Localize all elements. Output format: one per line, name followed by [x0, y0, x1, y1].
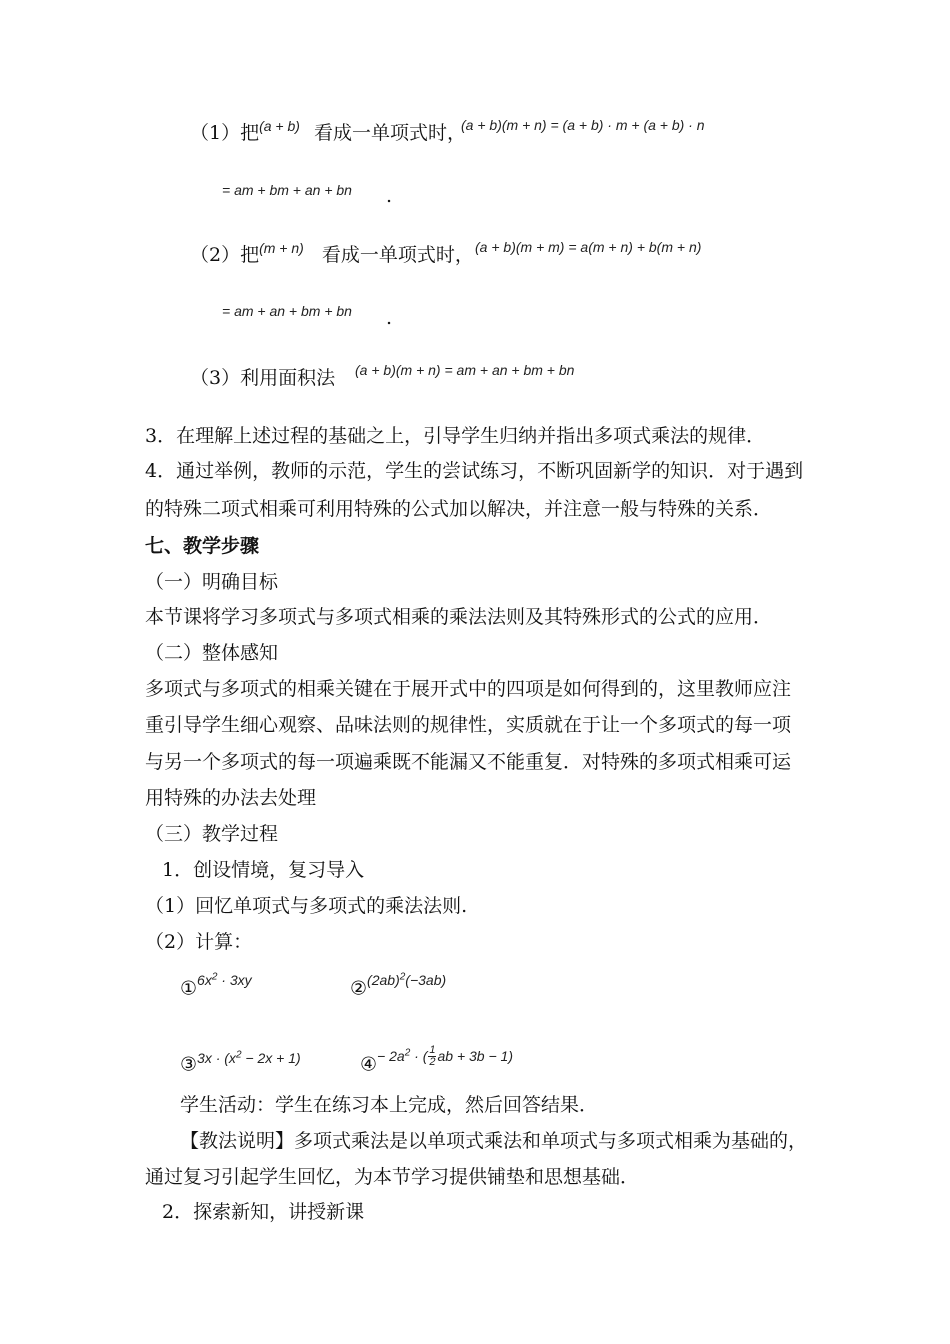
exercise-2-marker: ②: [350, 977, 368, 1000]
step-2-line: [190, 240, 474, 268]
step-1-term: (a + b): [259, 118, 300, 134]
step-2-equation: (a + b)(m + m) = a(m + n) + b(m + n): [475, 239, 702, 255]
exercise-3-expression: 3x · (x2 − 2x + 1): [197, 1049, 301, 1066]
step-1b-period: .: [386, 185, 393, 207]
item-2: 2．探索新知，讲授新课: [162, 1201, 365, 1223]
step-3-equation: (a + b)(m + n) = am + an + bm + bn: [355, 362, 575, 378]
paragraph-3: 3．在理解上述过程的基础之上，引导学生归纳并指出多项式乘法的规律．: [145, 425, 766, 447]
exercise-2-expression: (2ab)2(−3ab): [367, 971, 447, 988]
subheading-3: （三）教学过程: [145, 823, 279, 845]
step-2-label: （2）把: [190, 244, 260, 266]
objective-text: 本节课将学习多项式与多项式相乘的乘法法则及其特殊形式的公式的应用．: [145, 606, 773, 628]
exercise-4-marker: ④: [360, 1053, 378, 1076]
step-1-line: [190, 118, 467, 146]
item-1-2: （2）计算：: [145, 931, 253, 953]
student-activity: 学生活动：学生在练习本上完成，然后回答结果．: [180, 1094, 599, 1116]
step-2b-period: .: [386, 307, 393, 329]
exercise-3: [180, 1051, 301, 1078]
step-2-text: 看成一单项式时，: [321, 244, 474, 266]
subheading-1: （一）明确目标: [145, 571, 279, 593]
item-1-1: （1）回忆单项式与多项式的乘法法则.: [145, 895, 468, 917]
item-1: 1．创设情境，复习导入: [162, 859, 365, 881]
exercise-1-marker: ①: [180, 977, 198, 1000]
perception-line-2: 重引导学生细心观察、品味法则的规律性，实质就在于让一个多项式的每一项: [145, 714, 792, 736]
step-1-text: 看成一单项式时，: [314, 122, 467, 144]
perception-line-1: 多项式与多项式的相乘关键在于展开式中的四项是如何得到的，这里教师应注: [145, 678, 792, 700]
perception-line-3: 与另一个多项式的每一项遍乘既不能漏又不能重复．对特殊的多项式相乘可运: [145, 751, 792, 773]
paragraph-4-line-1: 4．通过举例，教师的示范，学生的尝试练习，不断巩固新学的知识．对于遇到: [145, 460, 804, 482]
perception-line-4: 用特殊的办法去处理: [145, 787, 317, 809]
subheading-2: （二）整体感知: [145, 642, 279, 664]
exercise-3-marker: ③: [180, 1053, 198, 1076]
step-1b-equation: = am + bm + an + bn: [222, 182, 352, 198]
exercise-1-expression: 6x2 · 3xy: [197, 971, 252, 988]
step-3-label: （3）利用面积法: [190, 367, 336, 389]
step-1-equation: (a + b)(m + n) = (a + b) · m + (a + b) · n: [461, 117, 705, 133]
exercise-4: [360, 1044, 513, 1078]
exercise-2: [350, 971, 447, 1002]
step-2b-equation: = am + an + bm + bn: [222, 303, 352, 319]
paragraph-4-line-2: 的特殊二项式相乘可利用特殊的公式加以解决，并注意一般与特殊的关系．: [145, 498, 773, 520]
teaching-note-line-2: 通过复习引起学生回忆，为本节学习提供铺垫和思想基础．: [145, 1166, 640, 1188]
teaching-note-line-1: 【教法说明】多项式乘法是以单项式乘法和单项式与多项式相乘为基础的，: [180, 1130, 808, 1152]
exercise-1: [180, 971, 252, 1002]
step-2-term: (m + n): [259, 240, 304, 256]
step-1-label: （1）把: [190, 122, 260, 144]
section-heading: 七、教学步骤: [145, 535, 260, 557]
fraction-one-half: $\frac{1}{2}$: [429, 1044, 436, 1069]
exercise-4-expression: − 2a2 · ( 1 2 ab + 3b − 1): [377, 1044, 513, 1069]
